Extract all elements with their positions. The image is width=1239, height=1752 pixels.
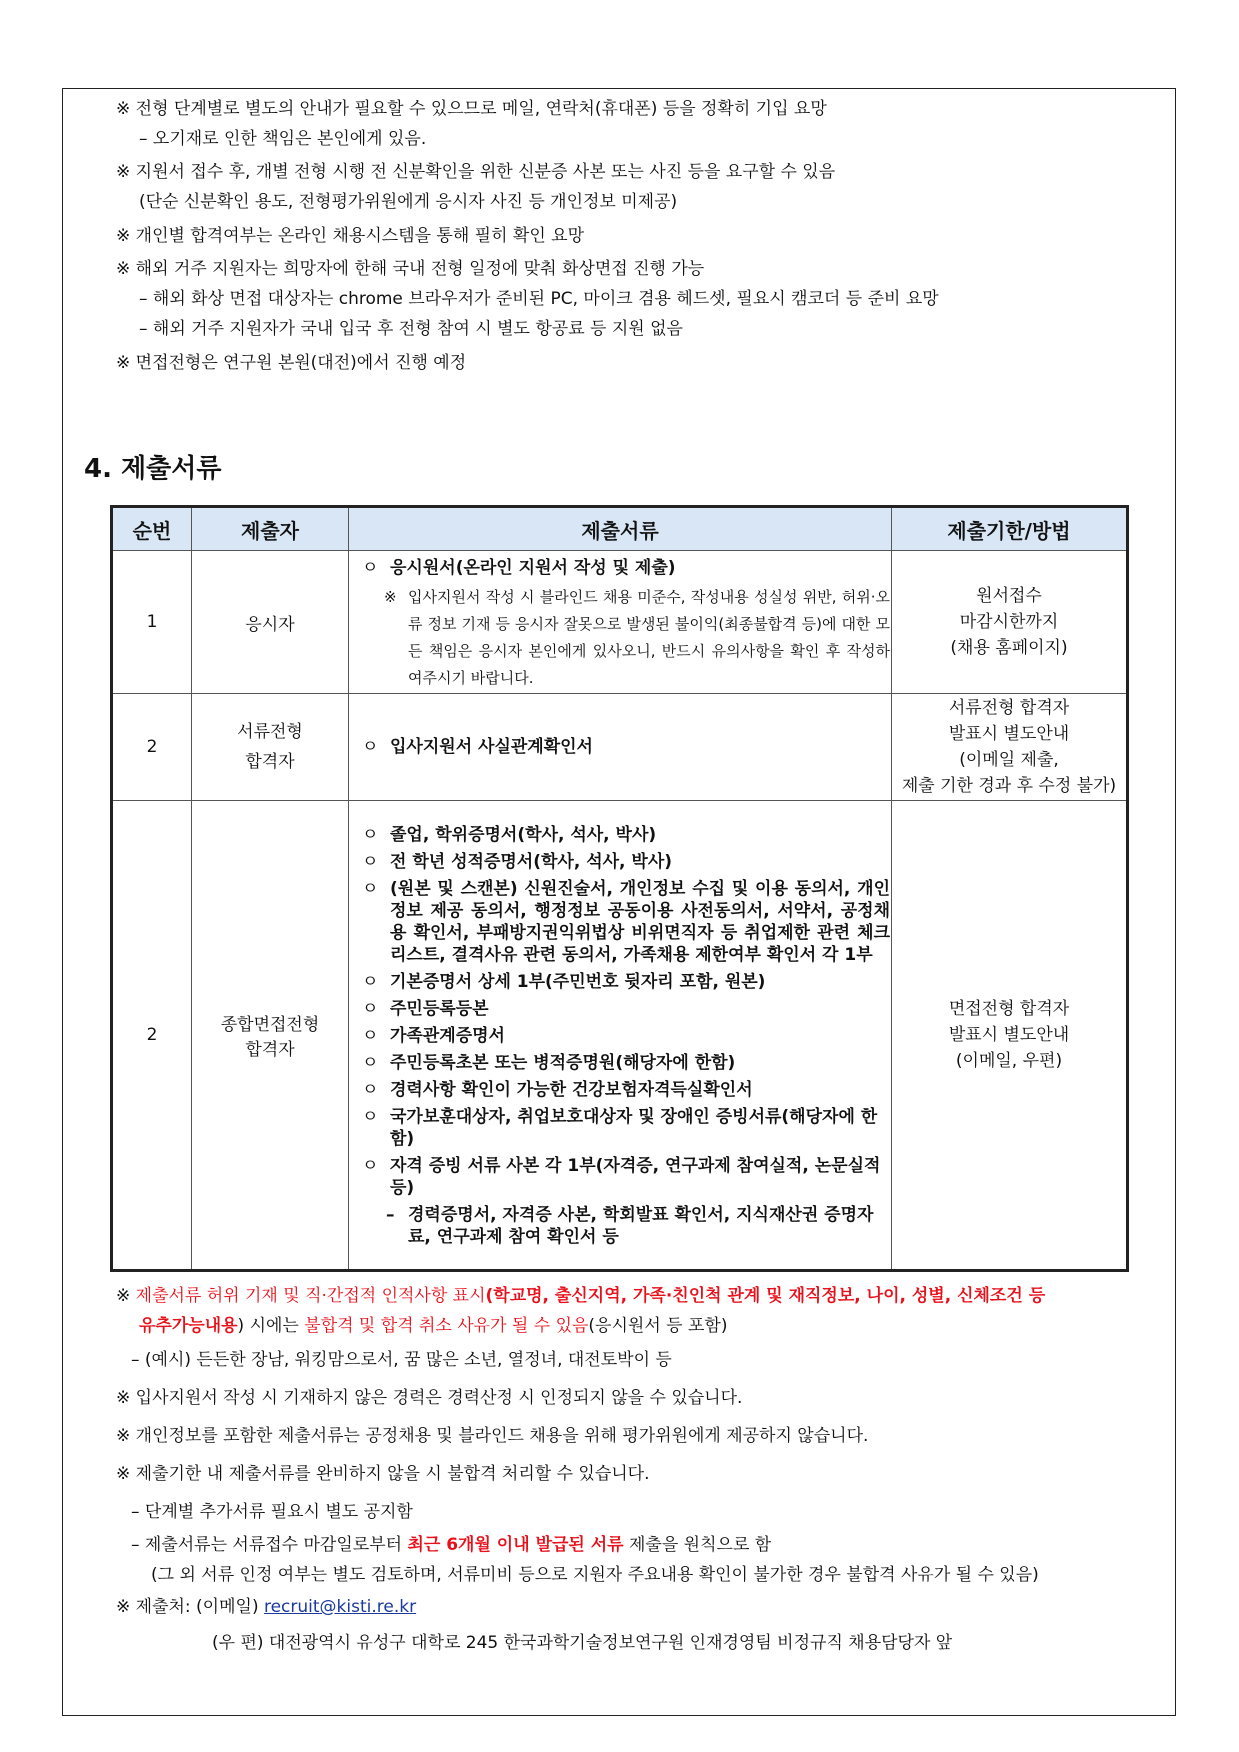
table-row (112, 694, 1128, 801)
note-contact-sub: – 오기재로 인한 책임은 본인에게 있음. (139, 129, 427, 149)
dash-extra-docs: – 단계별 추가서류 필요시 별도 공지함 (131, 1502, 413, 1522)
table-row (112, 801, 1128, 1271)
note-deadline: ※ 제출기한 내 제출서류를 완비하지 않을 시 불합격 처리할 수 있습니다. (116, 1464, 650, 1484)
row3-item: ㅇ 주민등록초본 또는 병적증명원(해당자에 한함) (358, 1052, 890, 1074)
note-overseas: ※ 해외 거주 지원자는 희망자에 한해 국내 전형 일정에 맞춰 화상면접 진행 가능 (116, 259, 705, 279)
submit-contact: ※ 제출처: (이메일) recruit@kisti.re.kr (116, 1597, 417, 1617)
note-id: ※ 지원서 접수 후, 개별 전형 시행 전 신분확인을 위한 신분증 사본 또는 사진 등을 요구할 수 있음 (116, 162, 836, 182)
note-overseas-sub2: – 해외 거주 지원자가 국내 입국 후 전형 참여 시 별도 항공료 등 지원 없음 (139, 319, 683, 339)
postal-address: (우 편) 대전광역시 유성구 대학로 245 한국과학기술정보연구원 인재경영팀 비정규직 채용담당자 앞 (212, 1633, 953, 1653)
row3-item: ㅇ (원본 및 스캔본) 신원진술서, 개인정보 수집 및 이용 동의서, 개인정보 제공 동의서, 행정정보 공동이용 사전동의서, 서약서, 공정채용 확인서, 부패방지권익위법상 비위면직자 등 취업제한 관련 체크리스트, 결격사유 관련 동의서, 가족채용 제한여부 확인서 각 1부 (358, 878, 890, 966)
row1-note: ※ 입사지원서 작성 시 블라인드 채용 미준수, 작성내용 성실성 위반, 허위·오류 정보 기재 등 응시자 잘못으로 발생된 불이익(최종불합격 등)에 대한 모든 책임은 응시자 본인에게 있사오니, 반드시 유의사항을 확인 후 작성하여주시기 바랍니다. (358, 584, 890, 692)
row3-item: ㅇ 졸업, 학위증명서(학사, 석사, 박사) (358, 824, 890, 846)
row3-deadline: 면접전형 합격자 발표시 별도안내 (이메일, 우편) (892, 801, 1128, 1271)
row3-item: ㅇ 자격 증빙 서류 사본 각 1부(자격증, 연구과제 참여실적, 논문실적 등) (358, 1155, 890, 1199)
paren-note: (그 외 서류 인정 여부는 별도 검토하며, 서류미비 등으로 지원자 주요내용 확인이 불가한 경우 불합격 사유가 될 수 있음) (151, 1565, 1039, 1585)
note-overseas-sub1: – 해외 화상 면접 대상자는 chrome 브라우저가 준비된 PC, 마이크 겸용 헤드셋, 필요시 캠코더 등 준비 요망 (139, 289, 939, 309)
row1-documents (349, 551, 892, 694)
header-deadline: 제출기한/방법 (892, 507, 1128, 551)
row2-submitter: 서류전형 합격자 (192, 694, 349, 801)
row1-submitter: 응시자 (192, 551, 349, 694)
row1-deadline: 원서접수 마감시한까지 (채용 홈페이지) (892, 551, 1128, 694)
row2-no: 2 (112, 694, 192, 801)
header-documents: 제출서류 (349, 507, 892, 551)
row3-item: ㅇ 전 학년 성적증명서(학사, 석사, 박사) (358, 851, 890, 873)
row3-item: ㅇ 경력사항 확인이 가능한 건강보험자격득실확인서 (358, 1079, 890, 1101)
row3-documents (349, 801, 892, 1271)
row2-item: ㅇ 입사지원서 사실관계확인서 (358, 736, 890, 758)
warning-notice: ※ 제출서류 허위 기재 및 직·간접적 인적사항 표시(학교명, 출신지역, 가족·친인척 관계 및 재직정보, 나이, 성별, 신체조건 등 유추가능내용) 시에는 불합격 및 합격 취소 사유가 될 수 있음(응시원서 등 포함) (116, 1286, 1046, 1336)
table-header-row (112, 507, 1128, 551)
row2-documents (349, 694, 892, 801)
row1-no: 1 (112, 551, 192, 694)
note-id-sub: (단순 신분확인 용도, 전형평가위원에게 응시자 사진 등 개인정보 미제공) (139, 192, 678, 212)
documents-table (110, 505, 1129, 1272)
note-career: ※ 입사지원서 작성 시 기재하지 않은 경력은 경력산정 시 인정되지 않을 수 있습니다. (116, 1388, 743, 1408)
section-title: 4. 제출서류 (84, 454, 222, 484)
row3-sub-item: – 경력증명서, 자격증 사본, 학회발표 확인서, 지식재산권 증명자료, 연구과제 참여 확인서 등 (358, 1204, 890, 1248)
note-contact: ※ 전형 단계별로 별도의 안내가 필요할 수 있으므로 메일, 연락처(휴대폰) 등을 정확히 기입 요망 (116, 99, 827, 119)
row3-submitter: 종합면접전형 합격자 (192, 801, 349, 1271)
header-submitter: 제출자 (192, 507, 349, 551)
note-result: ※ 개인별 합격여부는 온라인 채용시스템을 통해 필히 확인 요망 (116, 226, 585, 246)
row2-deadline: 서류전형 합격자 발표시 별도안내 (이메일 제출, 제출 기한 경과 후 수정 불가) (892, 694, 1128, 801)
note-privacy: ※ 개인정보를 포함한 제출서류는 공정채용 및 블라인드 채용을 위해 평가위원에게 제공하지 않습니다. (116, 1426, 869, 1446)
table-row (112, 551, 1128, 694)
email-link[interactable]: recruit@kisti.re.kr (263, 1597, 417, 1617)
row3-item: ㅇ 가족관계증명서 (358, 1025, 890, 1047)
row3-item: ㅇ 국가보훈대상자, 취업보호대상자 및 장애인 증빙서류(해당자에 한함) (358, 1106, 890, 1150)
dash-recent-docs: – 제출서류는 서류접수 마감일로부터 최근 6개월 이내 발급된 서류 제출을 원칙으로 함 (131, 1535, 772, 1555)
header-no: 순번 (112, 507, 192, 551)
row3-item: ㅇ 주민등록등본 (358, 998, 890, 1020)
row1-item: ㅇ 응시원서(온라인 지원서 작성 및 제출) (358, 557, 890, 579)
example-line: – (예시) 든든한 장남, 워킹맘으로서, 꿈 많은 소년, 열정녀, 대전토박이 등 (131, 1350, 672, 1370)
note-interview-location: ※ 면접전형은 연구원 본원(대전)에서 진행 예정 (116, 353, 467, 373)
row3-no: 2 (112, 801, 192, 1271)
row3-item: ㅇ 기본증명서 상세 1부(주민번호 뒷자리 포함, 원본) (358, 971, 890, 993)
